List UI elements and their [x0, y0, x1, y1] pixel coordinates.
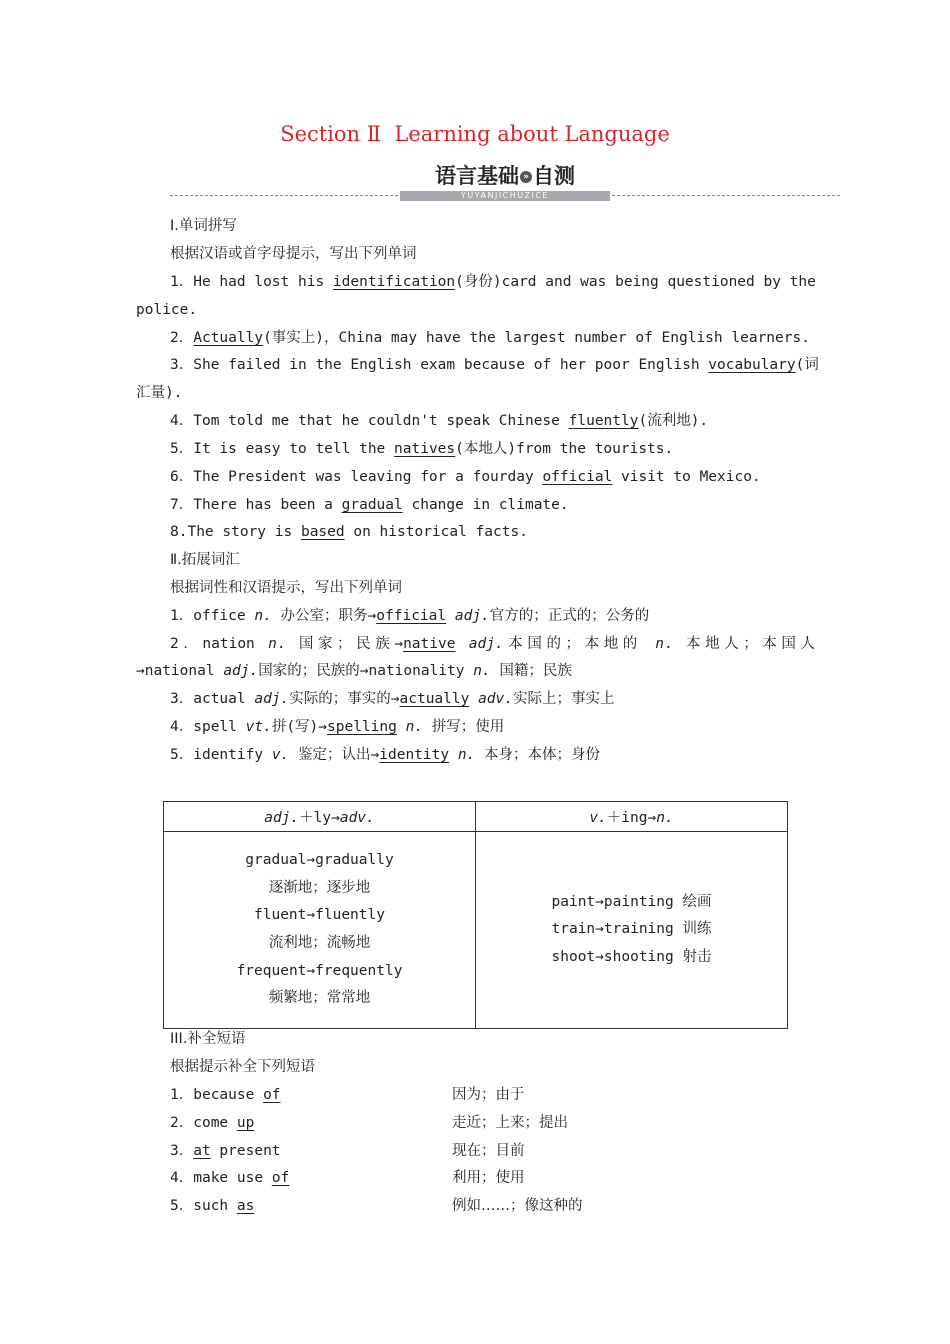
answer-blank: official	[376, 608, 447, 624]
part3-meaning-3: 现在；目前	[452, 1143, 525, 1159]
table-header-left: adj.＋ly→adv.	[164, 802, 476, 832]
part1-item-5: 5．It is easy to tell the natives(本地人)from the tourists.	[170, 441, 674, 457]
part3-item-3: 3．at present	[170, 1143, 281, 1159]
part1-item-8: 8.The story is based on historical facts.	[170, 524, 528, 540]
part2-item-3: 3．actual adj.实际的；事实的→actually adv.实际上；事实上	[170, 691, 615, 707]
answer-blank: natives	[394, 441, 456, 457]
part3-meaning-2: 走近；上来；提出	[452, 1115, 568, 1131]
section-title: Section Ⅱ Learning about Language	[280, 122, 670, 146]
section-banner	[170, 162, 840, 206]
part2-instruction: 根据词性和汉语提示，写出下列单词	[170, 580, 402, 596]
word-formation-table	[163, 801, 788, 1029]
part1-instruction: 根据汉语或首字母提示，写出下列单词	[170, 246, 417, 262]
arrow-icon: »	[520, 171, 532, 183]
part1-item-3-cont: 汇量).	[136, 385, 183, 401]
table-header-right: v.＋ing→n.	[476, 802, 788, 832]
answer-blank: of	[271, 1170, 290, 1186]
part1-item-2: 2．Actually(事实上)，China may have the largest number of English learners.	[170, 330, 810, 346]
part3-meaning-5: 例如……；像这种的	[452, 1198, 583, 1214]
answer-blank: at	[193, 1143, 211, 1159]
part1-item-3: 3．She failed in the English exam because of her poor English vocabulary(词	[170, 357, 819, 373]
banner-divider-left	[170, 195, 398, 196]
answer-blank: Actually	[193, 330, 264, 346]
part3-item-1: 1．because of	[170, 1087, 281, 1103]
part3-heading: III.补全短语	[170, 1031, 246, 1047]
answer-blank: identity	[379, 747, 450, 763]
banner-heading-right: 自测	[533, 164, 575, 188]
answer-blank: actually	[399, 691, 470, 707]
part3-item-5: 5．such as	[170, 1198, 255, 1214]
answer-blank: vocabulary	[708, 357, 796, 373]
part3-instruction: 根据提示补全下列短语	[170, 1059, 315, 1075]
part1-item-4: 4．Tom told me that he couldn't speak Chinese fluently(流利地).	[170, 413, 709, 429]
part2-heading: Ⅱ.拓展词汇	[170, 552, 240, 568]
answer-blank: gradual	[341, 497, 403, 513]
part3-meaning-4: 利用；使用	[452, 1170, 525, 1186]
part2-item-4: 4．spell vt.拼(写)→spelling n. 拼写；使用	[170, 719, 505, 735]
answer-blank: as	[236, 1198, 255, 1214]
answer-blank: based	[300, 524, 345, 540]
banner-pinyin: YUYANJICHUZICE	[400, 191, 610, 201]
part1-item-1: 1．He had lost his identification(身份)card and was being questioned by the	[170, 274, 816, 290]
part1-item-6: 6．The President was leaving for a fourday official visit to Mexico.	[170, 469, 761, 485]
table-cell-left: gradual→gradually 逐渐地；逐步地 fluent→fluently 流利地；流畅地 frequent→frequently 频繁地；常常地	[164, 832, 476, 1029]
answer-blank: official	[542, 469, 613, 485]
part1-item-1-cont: police.	[136, 302, 198, 318]
table-cell-right: paint→painting 绘画 train→training 训练 shoot→shooting 射击	[476, 832, 788, 1029]
banner-divider-right	[612, 195, 840, 196]
part2-item-2-cont: →national adj.国家的；民族的→nationality n. 国籍；民族	[136, 663, 572, 679]
banner-heading-left: 语言基础	[435, 164, 519, 188]
answer-blank: native	[403, 636, 456, 652]
answer-blank: up	[236, 1115, 255, 1131]
banner-heading	[400, 162, 610, 190]
part3-item-2: 2．come up	[170, 1115, 255, 1131]
answer-blank: identification	[332, 274, 456, 290]
part2-item-5: 5．identify v. 鉴定；认出→identity n. 本身；本体；身份	[170, 747, 601, 763]
part1-item-7: 7．There has been a gradual change in climate.	[170, 497, 569, 513]
answer-blank: of	[263, 1087, 281, 1103]
part2-item-1: 1．office n. 办公室；职务→official adj.官方的；正式的；公务的	[170, 608, 650, 624]
part2-item-2: 2．nation n. 国家；民族→native adj.本国的；本地的 n. 本地人；本国人	[170, 636, 816, 652]
part3-meaning-1: 因为；由于	[452, 1087, 525, 1103]
answer-blank: spelling	[327, 719, 397, 735]
answer-blank: fluently	[568, 413, 639, 429]
part1-heading: Ⅰ.单词拼写	[170, 218, 237, 234]
part3-item-4: 4．make use of	[170, 1170, 290, 1186]
